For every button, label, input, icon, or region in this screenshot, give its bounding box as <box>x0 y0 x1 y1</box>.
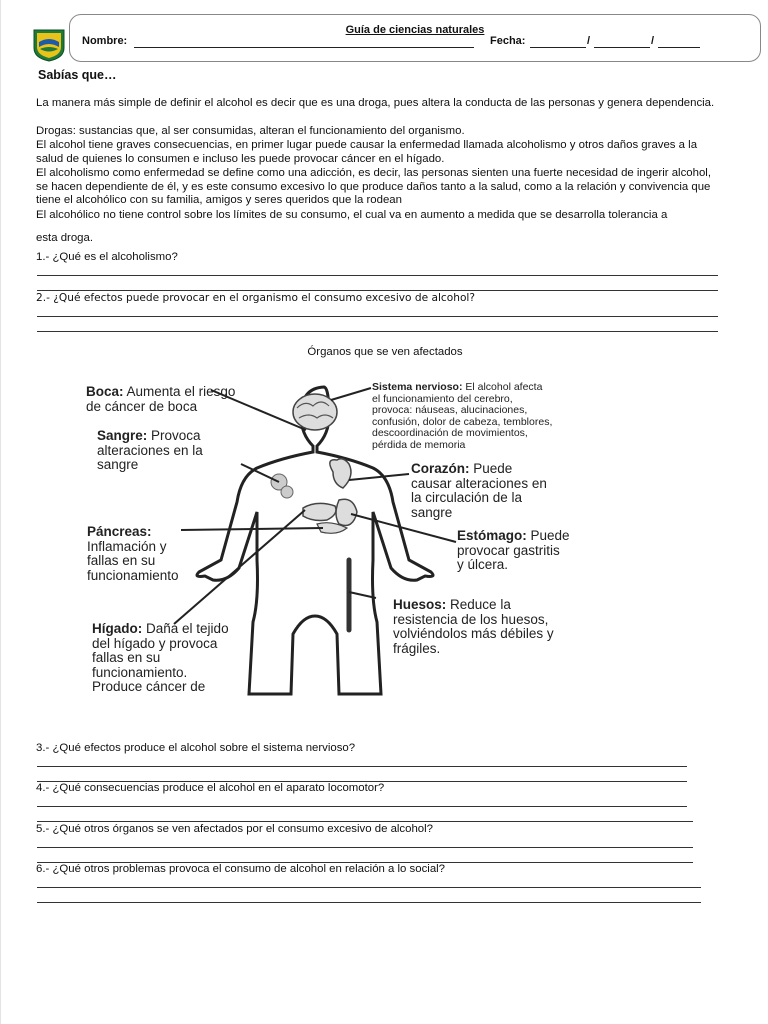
label-higado-line: funcionamiento. <box>92 664 188 680</box>
brain-drawing <box>293 394 337 430</box>
label-sangre-line: Provoca <box>151 428 201 443</box>
figure-title: Órganos que se ven afectados <box>307 346 463 358</box>
intro-title: Sabías que… <box>38 68 117 82</box>
worksheet-title: Guía de ciencias naturales <box>345 24 485 36</box>
date-day-line[interactable] <box>530 47 586 48</box>
intro-paragraph: El alcohol tiene graves consecuencias, en primer lugar puede causar la enfermedad llamada alcoholismo y otros daños graves a la salud de quienes lo consumen e incluso les puede provocar cáncer en el hígado. <box>36 139 698 165</box>
label-corazon-line: la circulación de la <box>411 490 523 505</box>
date-separator: / <box>651 35 655 47</box>
heart-drawing <box>330 459 351 488</box>
answer-line[interactable] <box>37 887 701 888</box>
blood-cells-drawing <box>271 474 293 498</box>
intro-paragraph: El alcoholismo como enfermedad se define como una adicción, es decir, las personas sienten una fuerte necesidad de ingerir alcohol, se hacen dependiente de él, y es este consumo excesivo lo que produce daños tanto a la salud, como a la relación y convivencia que tiene el alcohólico con su familia, amigos y seres queridos que la rodean <box>36 167 711 207</box>
label-estomago <box>457 529 570 573</box>
label-higado-line: Daña el tejido <box>146 621 229 636</box>
answer-line[interactable] <box>37 290 718 291</box>
answer-line[interactable] <box>37 316 718 317</box>
label-boca-line: Aumenta el riesgo <box>126 384 236 399</box>
label-huesos-line: frágiles. <box>393 640 441 656</box>
label-pancreas-line: Inflamación y <box>87 538 167 554</box>
name-label: Nombre: <box>82 35 128 47</box>
label-pancreas <box>87 525 179 583</box>
question-4: 4.- ¿Qué consecuencias produce el alcohol en el aparato locomotor? <box>36 782 385 794</box>
label-boca-name: Boca: <box>86 384 124 399</box>
answer-line[interactable] <box>37 821 693 822</box>
answer-line[interactable] <box>37 766 687 767</box>
name-field-line[interactable] <box>134 47 474 48</box>
label-nervioso-line: el funcionamiento del cerebro, <box>372 392 513 405</box>
date-year-line[interactable] <box>658 47 700 48</box>
question-6: 6.- ¿Qué otros problemas provoca el consumo de alcohol en relación a lo social? <box>36 863 446 875</box>
intro-paragraph: El alcohólico no tiene control sobre los límites de su consumo, el cual va en aumento a medida que se desarrolla tolerancia a <box>36 209 668 221</box>
intro-paragraph: La manera más simple de definir el alcohol es decir que es una droga, pues altera la conducta de las personas y genera dependencia. <box>36 97 715 109</box>
intro-paragraph: Drogas: sustancias que, al ser consumidas, alteran el funcionamiento del organismo. <box>36 125 465 137</box>
question-3: 3.- ¿Qué efectos produce el alcohol sobre el sistema nervioso? <box>36 742 356 754</box>
question-5: 5.- ¿Qué otros órganos se ven afectados por el consumo excesivo de alcohol? <box>36 823 433 835</box>
label-nervioso-name: Sistema nervioso: <box>372 381 463 393</box>
label-huesos-line: resistencia de los huesos, <box>393 611 549 627</box>
label-huesos-name: Huesos: <box>393 597 447 612</box>
label-estomago-name: Estómago: <box>457 528 527 543</box>
label-nervioso-line: pérdida de memoria <box>372 438 466 451</box>
answer-line[interactable] <box>37 331 718 332</box>
date-month-line[interactable] <box>594 47 650 48</box>
label-boca-line: de cáncer de boca <box>86 398 198 414</box>
label-corazon-name: Corazón: <box>411 461 470 476</box>
label-pancreas-line: funcionamiento <box>87 567 179 583</box>
label-pancreas-name: Páncreas: <box>87 524 152 539</box>
question-1: 1.- ¿Qué es el alcoholismo? <box>36 251 178 263</box>
label-sangre-line: alteraciones en la <box>97 442 203 458</box>
intro-paragraph: esta droga. <box>36 232 93 244</box>
body-organs-figure <box>81 372 621 702</box>
label-estomago-line: y úlcera. <box>457 557 509 572</box>
label-nervioso-line: provoca: náuseas, alucinaciones, <box>372 404 528 416</box>
label-corazon-line: causar alteraciones en <box>411 475 547 491</box>
label-higado <box>92 622 229 695</box>
label-sistema-nervioso <box>372 382 552 451</box>
stomach-drawing <box>336 499 357 525</box>
label-sangre <box>97 429 203 473</box>
label-estomago-line: Puede <box>530 528 570 543</box>
label-higado-line: del hígado y provoca <box>92 635 218 651</box>
label-sangre-line: sangre <box>97 457 139 472</box>
header-box <box>69 14 761 62</box>
answer-line[interactable] <box>37 902 701 903</box>
label-corazon-line: Puede <box>473 461 513 476</box>
label-higado-line: Produce cáncer de <box>92 679 206 694</box>
label-boca <box>86 385 235 414</box>
label-huesos <box>393 598 554 656</box>
label-corazon-line: sangre <box>411 504 453 520</box>
label-huesos-line: Reduce la <box>450 597 511 612</box>
label-nervioso-line: descoordinación de movimientos, <box>372 427 528 439</box>
liver-drawing <box>303 503 336 520</box>
label-nervioso-line: El alcohol afecta <box>465 381 543 393</box>
question-2: 2.- ¿Qué efectos puede provocar en el organismo el consumo excesivo de alcohol? <box>36 292 475 304</box>
label-corazon <box>411 462 547 520</box>
date-label: Fecha: <box>490 35 526 47</box>
school-logo <box>31 28 67 62</box>
label-huesos-line: volviéndolos más débiles y <box>393 626 554 641</box>
label-estomago-line: provocar gastritis <box>457 542 560 558</box>
answer-line[interactable] <box>37 847 693 848</box>
answer-line[interactable] <box>37 275 718 276</box>
label-higado-name: Hígado: <box>92 621 143 636</box>
label-sangre-name: Sangre: <box>97 428 148 443</box>
label-higado-line: fallas en su <box>92 650 161 665</box>
label-nervioso-line: confusión, dolor de cabeza, temblores, <box>372 415 553 428</box>
date-separator: / <box>587 35 591 47</box>
label-pancreas-line: fallas en su <box>87 553 156 568</box>
answer-line[interactable] <box>37 806 687 807</box>
